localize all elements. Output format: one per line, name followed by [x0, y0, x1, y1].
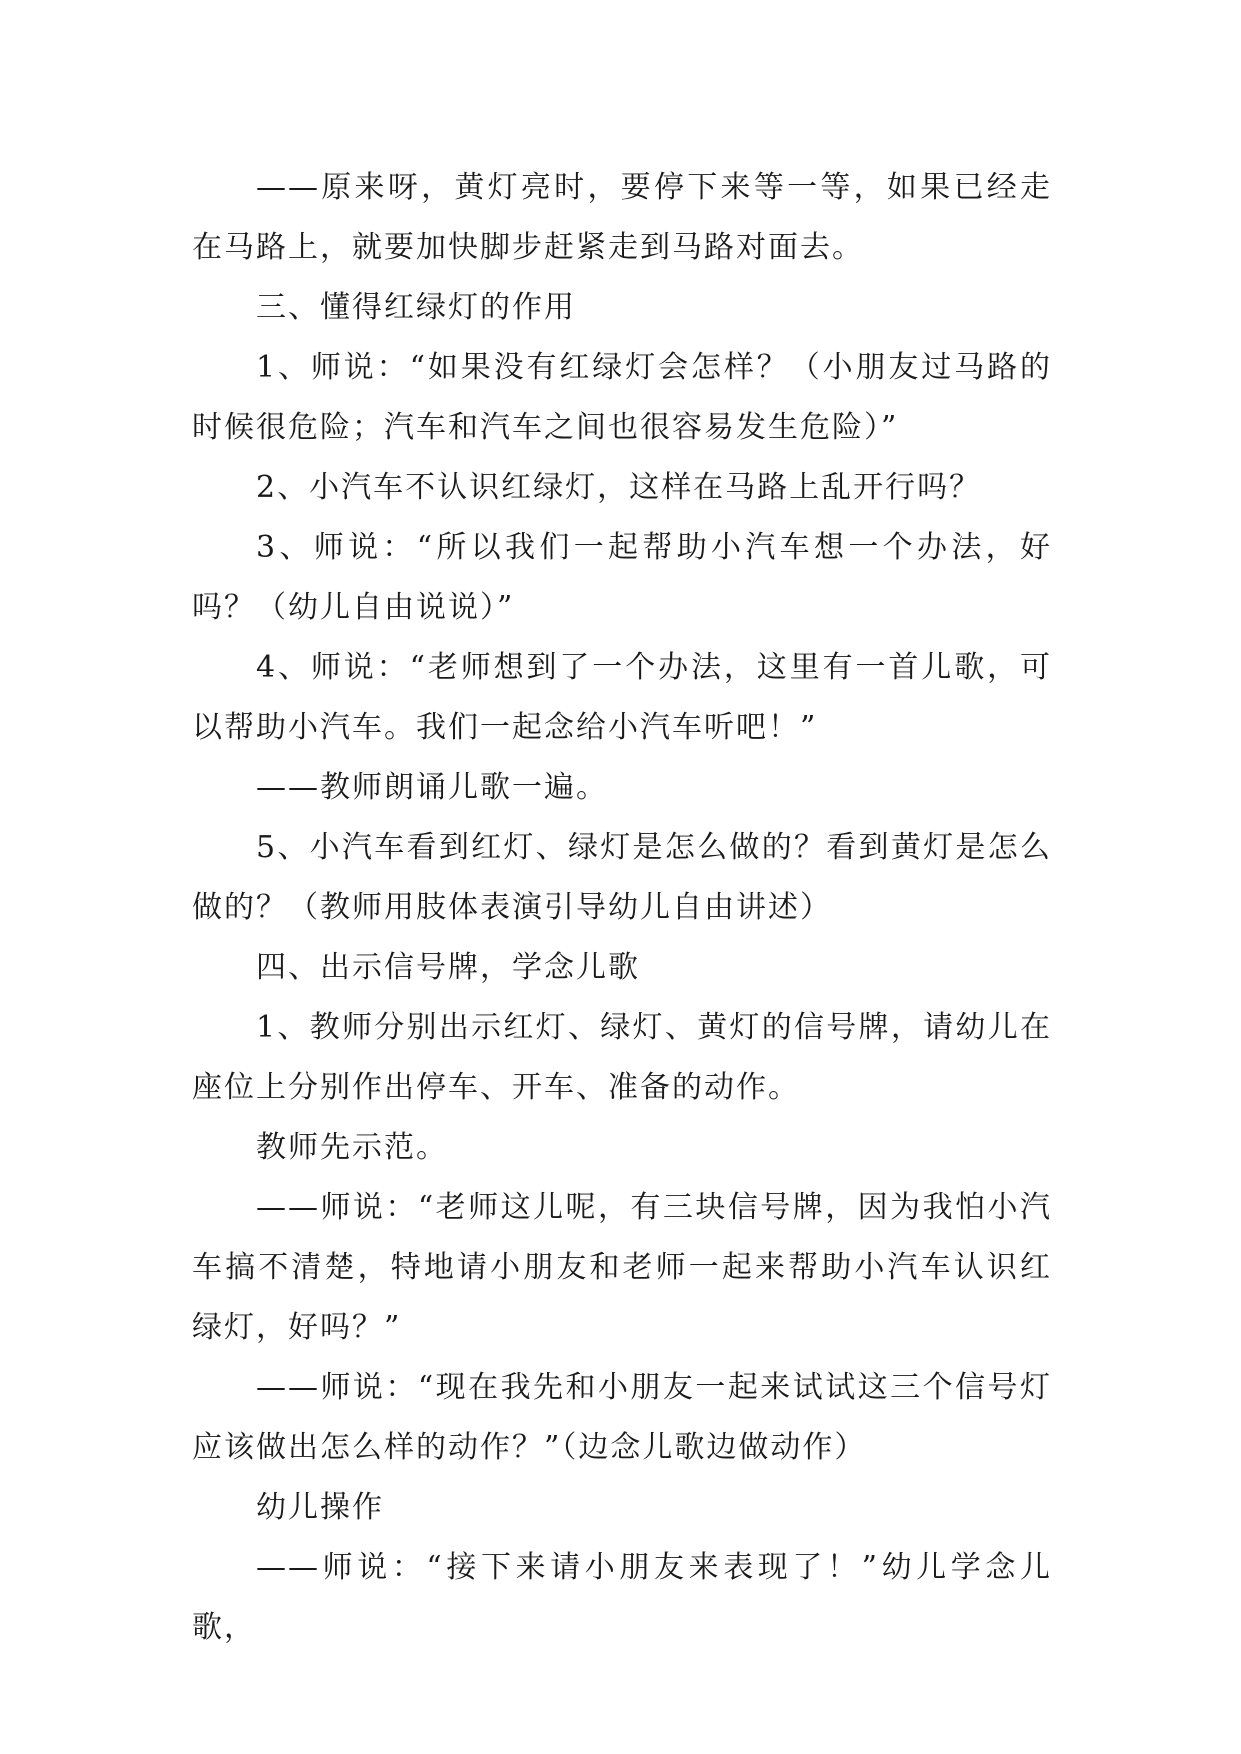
paragraph: 5、小汽车看到红灯、绿灯是怎么做的？看到黄灯是怎么做的？（教师用肢体表演引导幼儿自由讲述）: [192, 830, 1052, 925]
document-body: [192, 158, 1052, 1658]
paragraph: 4、师说：“老师想到了一个办法，这里有一首儿歌，可以帮助小汽车。我们一起念给小汽车听吧！”: [192, 650, 1052, 745]
paragraph: 3、师说：“所以我们一起帮助小汽车想一个办法，好吗？（幼儿自由说说）”: [192, 530, 1052, 625]
paragraph: 1、师说：“如果没有红绿灯会怎样？（小朋友过马路的时候很危险；汽车和汽车之间也很容易发生危险）”: [192, 350, 1052, 445]
paragraph: ——师说：“接下来请小朋友来表现了！”幼儿学念儿歌，: [192, 1550, 1052, 1645]
paragraph: 教师先示范。: [256, 1130, 448, 1165]
paragraph: ——教师朗诵儿歌一遍。: [256, 770, 608, 805]
paragraph: ——原来呀，黄灯亮时，要停下来等一等，如果已经走在马路上，就要加快脚步赶紧走到马路对面去。: [192, 170, 1052, 265]
section-heading: 四、出示信号牌，学念儿歌: [256, 950, 640, 985]
paragraph: 1、教师分别出示红灯、绿灯、黄灯的信号牌，请幼儿在座位上分别作出停车、开车、准备的动作。: [192, 1010, 1052, 1105]
paragraph: 2、小汽车不认识红绿灯，这样在马路上乱开行吗？: [256, 470, 982, 505]
paragraph: ——师说：“老师这儿呢，有三块信号牌，因为我怕小汽车搞不清楚，特地请小朋友和老师一起来帮助小汽车认识红绿灯，好吗？”: [192, 1190, 1052, 1345]
section-heading: 三、懂得红绿灯的作用: [256, 290, 576, 325]
paragraph: ——师说：“现在我先和小朋友一起来试试这三个信号灯应该做出怎么样的动作？”（边念儿歌边做动作）: [192, 1370, 1052, 1465]
paragraph: 幼儿操作: [256, 1490, 384, 1525]
